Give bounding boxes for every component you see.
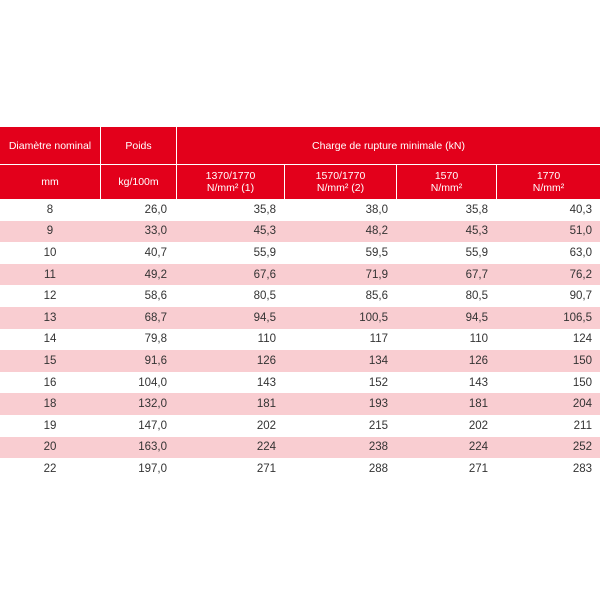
table-row xyxy=(0,264,600,286)
weight-cell: 40,7 xyxy=(144,246,167,259)
table-body xyxy=(0,199,600,480)
header-diameter: Diamètre nominal xyxy=(8,139,92,152)
load-1570-cell: 202 xyxy=(468,419,488,432)
grade-1570-1770-line1: 1570/1770 xyxy=(315,170,366,182)
load-1370-1770-cell: 126 xyxy=(256,354,276,367)
weight-cell: 104,0 xyxy=(138,376,167,389)
weight-cell: 91,6 xyxy=(144,354,167,367)
load-1570-cell: 67,7 xyxy=(465,268,488,281)
table-row xyxy=(0,199,600,221)
load-1770-cell: 76,2 xyxy=(569,268,592,281)
load-1570-1770-cell: 100,5 xyxy=(359,311,388,324)
load-1770-cell: 63,0 xyxy=(569,246,592,259)
grade-1770 xyxy=(496,165,600,199)
weight-cell: 26,0 xyxy=(144,203,167,216)
weight-cell: 58,6 xyxy=(144,290,167,303)
load-1570-1770-cell: 134 xyxy=(368,354,388,367)
header-weight: Poids xyxy=(100,127,176,164)
load-1770-cell: 90,7 xyxy=(569,290,592,303)
table-row xyxy=(0,458,600,480)
diameter-cell: 20 xyxy=(43,441,57,454)
load-1770-cell: 106,5 xyxy=(563,311,592,324)
diameter-cell: 15 xyxy=(43,354,57,367)
load-1370-1770-cell: 94,5 xyxy=(253,311,276,324)
grade-1570-1770-line2: N/mm² (2) xyxy=(316,182,365,194)
load-1570-1770-cell: 193 xyxy=(368,398,388,411)
load-1370-1770-cell: 55,9 xyxy=(253,246,276,259)
load-1570-cell: 126 xyxy=(468,354,488,367)
diameter-cell: 8 xyxy=(46,203,54,216)
weight-cell: 132,0 xyxy=(138,398,167,411)
load-1770-cell: 150 xyxy=(572,354,592,367)
load-1570-cell: 181 xyxy=(468,398,488,411)
weight-cell: 33,0 xyxy=(144,225,167,238)
load-1370-1770-cell: 224 xyxy=(256,441,276,454)
grade-1770-line2: N/mm² xyxy=(532,182,565,194)
load-1370-1770-cell: 202 xyxy=(256,419,276,432)
load-1570-1770-cell: 38,0 xyxy=(365,203,388,216)
load-1570-cell: 80,5 xyxy=(465,290,488,303)
grade-1370-1770-line2: N/mm² (1) xyxy=(206,182,255,194)
table-row xyxy=(0,307,600,329)
unit-mm: mm xyxy=(41,176,59,188)
diameter-cell: 12 xyxy=(43,290,57,303)
diameter-cell: 22 xyxy=(43,462,57,475)
weight-cell: 147,0 xyxy=(138,419,167,432)
table-row xyxy=(0,350,600,372)
load-1370-1770-cell: 271 xyxy=(256,462,276,475)
load-1370-1770-cell: 45,3 xyxy=(253,225,276,238)
load-1770-cell: 150 xyxy=(572,376,592,389)
table-row xyxy=(0,285,600,307)
load-1770-cell: 204 xyxy=(572,398,592,411)
unit-kg-per-100m: kg/100m xyxy=(100,165,176,199)
grade-1370-1770-line1: 1370/1770 xyxy=(205,170,256,182)
grade-1370-1770 xyxy=(176,165,284,199)
load-1570-cell: 35,8 xyxy=(465,203,488,216)
weight-cell: 79,8 xyxy=(144,333,167,346)
grade-1570-line2: N/mm² xyxy=(430,182,463,194)
load-1570-1770-cell: 59,5 xyxy=(365,246,388,259)
load-1570-1770-cell: 152 xyxy=(368,376,388,389)
load-1370-1770-cell: 80,5 xyxy=(253,290,276,303)
load-1770-cell: 211 xyxy=(573,419,592,432)
load-1570-1770-cell: 117 xyxy=(369,333,388,346)
load-1570-1770-cell: 48,2 xyxy=(365,225,388,238)
table-row xyxy=(0,221,600,243)
load-1370-1770-cell: 35,8 xyxy=(253,203,276,216)
table-row xyxy=(0,437,600,459)
table-row xyxy=(0,372,600,394)
diameter-cell: 11 xyxy=(44,268,56,281)
load-1570-cell: 110 xyxy=(469,333,488,346)
diameter-cell: 19 xyxy=(43,419,57,432)
load-1570-cell: 94,5 xyxy=(465,311,488,324)
diameter-cell: 18 xyxy=(43,398,57,411)
load-1570-1770-cell: 85,6 xyxy=(365,290,388,303)
table-row xyxy=(0,393,600,415)
load-1770-cell: 252 xyxy=(572,441,592,454)
load-1370-1770-cell: 110 xyxy=(257,333,276,346)
load-1770-cell: 51,0 xyxy=(569,225,592,238)
rope-breaking-load-table xyxy=(0,127,600,480)
table-row xyxy=(0,415,600,437)
diameter-cell: 14 xyxy=(43,333,57,346)
table-header xyxy=(0,127,600,199)
load-1770-cell: 283 xyxy=(572,462,592,475)
diameter-cell: 10 xyxy=(43,246,57,259)
table-row xyxy=(0,242,600,264)
load-1570-1770-cell: 215 xyxy=(368,419,388,432)
header-breaking-load: Charge de rupture minimale (kN) xyxy=(176,127,600,164)
load-1770-cell: 124 xyxy=(572,333,592,346)
load-1570-cell: 271 xyxy=(468,462,488,475)
grade-1770-line1: 1770 xyxy=(536,170,561,182)
weight-cell: 49,2 xyxy=(144,268,167,281)
grade-1570-1770 xyxy=(284,165,396,199)
load-1370-1770-cell: 67,6 xyxy=(253,268,276,281)
diameter-cell: 16 xyxy=(43,376,57,389)
load-1770-cell: 40,3 xyxy=(569,203,592,216)
weight-cell: 163,0 xyxy=(138,441,167,454)
load-1570-cell: 143 xyxy=(468,376,488,389)
load-1370-1770-cell: 181 xyxy=(256,398,276,411)
grade-1570 xyxy=(396,165,496,199)
load-1570-cell: 55,9 xyxy=(465,246,488,259)
grade-1570-line1: 1570 xyxy=(434,170,459,182)
table-row xyxy=(0,329,600,351)
load-1570-1770-cell: 238 xyxy=(368,441,388,454)
diameter-cell: 13 xyxy=(43,311,57,324)
diameter-cell: 9 xyxy=(46,225,54,238)
load-1370-1770-cell: 143 xyxy=(256,376,276,389)
weight-cell: 68,7 xyxy=(144,311,167,324)
weight-cell: 197,0 xyxy=(138,462,167,475)
load-1570-cell: 45,3 xyxy=(465,225,488,238)
load-1570-1770-cell: 288 xyxy=(368,462,388,475)
load-1570-1770-cell: 71,9 xyxy=(365,268,388,281)
load-1570-cell: 224 xyxy=(468,441,488,454)
